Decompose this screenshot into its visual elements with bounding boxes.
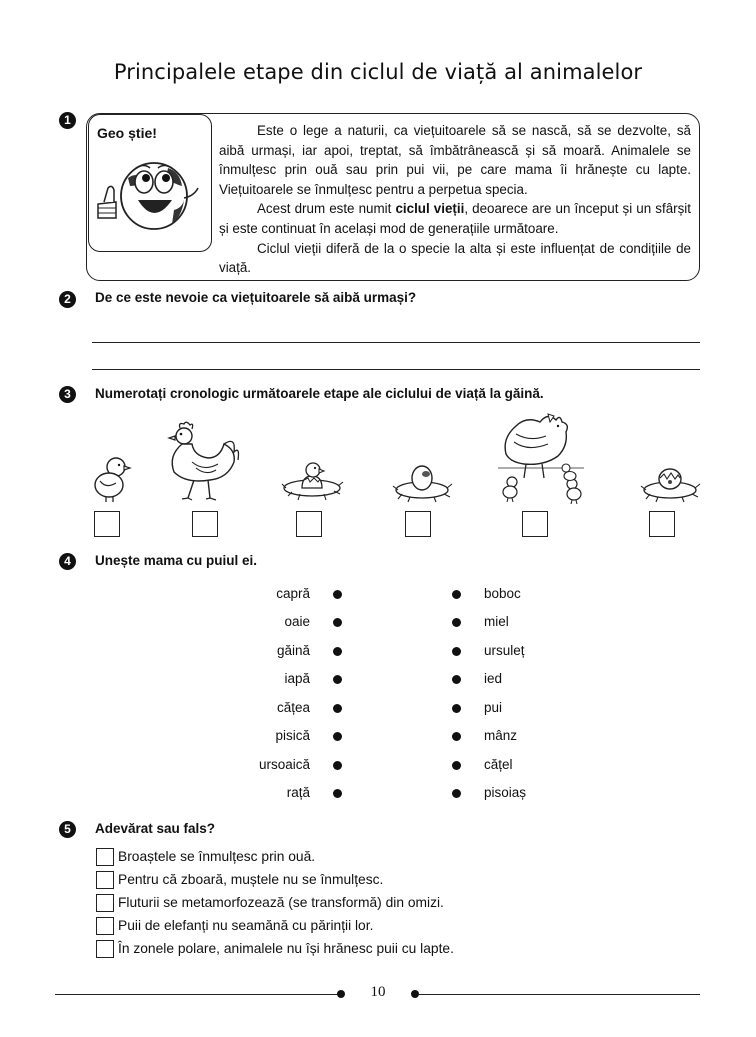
egg-in-nest-icon — [392, 462, 452, 502]
hen-icon — [164, 422, 244, 502]
mother-label: găină — [276, 643, 310, 658]
statement-text: Puii de elefanți nu seamănă cu părinții lor. — [118, 918, 374, 933]
true-false-checkbox[interactable] — [96, 894, 114, 912]
match-dot-right[interactable] — [452, 704, 461, 713]
section-number-4: 4 — [59, 553, 76, 570]
match-dot-left[interactable] — [333, 618, 342, 627]
baby-label: ied — [484, 671, 503, 686]
match-dot-right[interactable] — [452, 789, 461, 798]
stage-number-box[interactable] — [649, 511, 675, 537]
match-dot-right[interactable] — [452, 590, 461, 599]
info-paragraph-3: Ciclul vieții diferă de la o specie la alta și este influențat de condițiile de viață. — [219, 240, 691, 276]
info-paragraph-1: Este o lege a naturii, ca viețuitoarele să se nască, să se dezvolte, să aibă urmași, iar apoi, treptat, să îmbătrânească și să moară. Animalele se înmulțesc prin ouă sau prin pui vii, pe care mama îi hrănește cu lapte. Viețuitoarele se înmulțesc pentru a perpetua specia. — [219, 123, 691, 197]
chick-icon — [90, 455, 132, 503]
true-false-checkbox[interactable] — [96, 871, 114, 889]
match-dot-left[interactable] — [333, 647, 342, 656]
stage-number-box[interactable] — [405, 511, 431, 537]
match-dot-right[interactable] — [452, 618, 461, 627]
baby-label: pisoiaș — [484, 785, 527, 800]
section-number-2: 2 — [59, 291, 76, 308]
baby-label: cățel — [484, 757, 513, 772]
geo-badge-label: Geo știe! — [97, 125, 157, 141]
hatching-chick-icon — [280, 458, 344, 502]
question-5: Adevărat sau fals? — [95, 821, 216, 836]
baby-label: ursuleț — [484, 643, 525, 658]
match-dot-left[interactable] — [333, 704, 342, 713]
question-3: Numerotați cronologic următoarele etape ale ciclului de viață la găină. — [95, 386, 544, 401]
match-dot-right[interactable] — [452, 647, 461, 656]
mother-label: ursoaică — [258, 757, 310, 772]
info-text-part: Acest drum este numit — [257, 201, 392, 217]
hen-with-chicks-icon — [496, 410, 588, 504]
true-false-checkbox[interactable] — [96, 848, 114, 866]
mother-label: cățea — [276, 700, 310, 715]
match-dot-left[interactable] — [333, 675, 342, 684]
stage-number-box[interactable] — [296, 511, 322, 537]
cracking-egg-icon — [640, 462, 700, 502]
page-number: 10 — [370, 984, 386, 1000]
match-dot-left[interactable] — [333, 789, 342, 798]
info-paragraph-2 — [219, 199, 691, 238]
statement-text: Broaștele se înmulțesc prin ouă. — [118, 849, 316, 864]
answer-line[interactable] — [92, 369, 700, 370]
match-dot-right[interactable] — [452, 761, 461, 770]
statement-text: Pentru că zboară, muștele nu se înmulțesc. — [118, 872, 384, 887]
match-dot-left[interactable] — [333, 732, 342, 741]
mother-label: capră — [276, 586, 310, 601]
statement-text: Fluturii se metamorfozează (se transformă) din omizi. — [118, 895, 444, 910]
true-false-checkbox[interactable] — [96, 940, 114, 958]
stage-number-box[interactable] — [522, 511, 548, 537]
question-2: De ce este nevoie ca viețuitoarele să aibă urmași? — [95, 290, 417, 305]
mother-label: iapă — [284, 671, 310, 686]
baby-label: mânz — [484, 728, 518, 743]
stage-number-box[interactable] — [192, 511, 218, 537]
baby-label: boboc — [484, 586, 521, 601]
mother-label: oaie — [284, 614, 310, 629]
statement-text: În zonele polare, animalele nu își hrănesc puii cu lapte. — [118, 941, 454, 956]
baby-label: miel — [484, 614, 509, 629]
stage-number-box[interactable] — [94, 511, 120, 537]
answer-line[interactable] — [92, 342, 700, 343]
question-4: Unește mama cu puiul ei. — [95, 553, 258, 568]
section-number-1: 1 — [59, 112, 76, 129]
page-title: Principalele etape din ciclul de viață al animalelor — [113, 60, 643, 84]
match-dot-right[interactable] — [452, 675, 461, 684]
section-number-3: 3 — [59, 386, 76, 403]
baby-label: pui — [484, 700, 503, 715]
true-false-checkbox[interactable] — [96, 917, 114, 935]
footer-rule-right — [418, 994, 700, 995]
match-dot-right[interactable] — [452, 732, 461, 741]
mother-label: pisică — [275, 728, 310, 743]
info-highlight: ciclul vieții — [395, 201, 465, 217]
globe-mascot-icon — [94, 148, 204, 244]
info-text — [219, 121, 691, 278]
match-dot-left[interactable] — [333, 590, 342, 599]
match-dot-left[interactable] — [333, 761, 342, 770]
info-text-part: , deoarece are un început și un sfârșit și este continuat în același mod de generațiile următoare. — [219, 201, 691, 236]
mother-label: rață — [286, 785, 310, 800]
section-number-5: 5 — [59, 821, 76, 838]
